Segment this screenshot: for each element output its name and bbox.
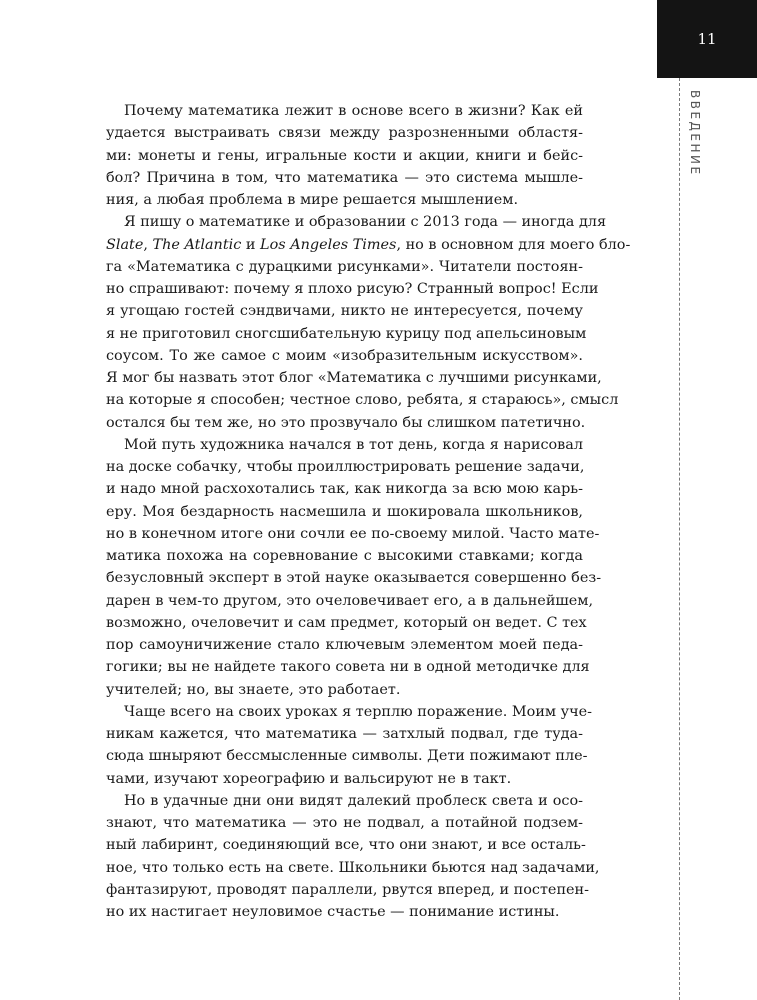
text-segment: ,: [143, 236, 153, 253]
text-line: ный лабиринт, соединяющий все, что они знают, и все осталь-: [106, 837, 586, 854]
text-line: га «Математика с дурацкими рисунками». Читатели постоян-: [106, 258, 583, 275]
publication-name: The Atlantic: [152, 236, 242, 253]
text-line: сюда шныряют бессмысленные символы. Дети пожимают пле-: [106, 748, 588, 765]
text-line: еру. Моя бездарность насмешила и шокировала школьников,: [106, 503, 583, 520]
text-line: но спрашивают: почему я плохо рисую? Странный вопрос! Если: [106, 281, 599, 297]
text-line: дарен в чем-то другом, это очеловечивает его, а в дальнейшем,: [106, 592, 594, 609]
text-line: возможно, очеловечит и сам предмет, который он ведет. С тех: [106, 614, 587, 631]
text-line: соусом. То же самое с моим «изобразительным искусством».: [106, 347, 583, 364]
text-line: я угощаю гостей сэндвичами, никто не интересуется, почему: [106, 303, 583, 320]
text-line: на доске собачку, чтобы проиллюстрировать решение задачи,: [106, 459, 585, 475]
text-line: учителей; но, вы знаете, это работает.: [106, 681, 401, 698]
running-section-label: ВВЕДЕНИЕ: [688, 90, 702, 177]
text-line: фантазируют, проводят параллели, рвутся вперед, и постепен-: [106, 881, 590, 898]
text-line: никам кажется, что математика — затхлый подвал, где туда-: [106, 726, 583, 742]
margin-dashed-rule: [679, 78, 680, 1000]
text-line: ния, а любая проблема в мире решается мышлением.: [106, 192, 519, 208]
text-segment: , но в основном для моего бло-: [396, 236, 631, 253]
text-line: остался бы тем же, но это прозвучало бы слишком патетично.: [106, 414, 586, 431]
page-number-tab: [657, 0, 757, 78]
text-line: гогики; вы не найдете такого совета ни в одной методичке для: [106, 659, 590, 676]
publication-name: Slate: [106, 236, 144, 253]
text-line: знают, что математика — это не подвал, а потайной подзем-: [106, 815, 583, 831]
page-number: 11: [697, 30, 717, 48]
text-line: удается выстраивать связи между разрозненными областя-: [106, 125, 583, 142]
text-line: Мой путь художника начался в тот день, когда я нарисовал: [124, 436, 583, 453]
text-line: чами, изучают хореографию и вальсируют не в такт.: [106, 770, 512, 787]
text-line: ное, что только есть на свете. Школьники бьются над задачами,: [106, 859, 600, 876]
text-line: Чаще всего на своих уроках я терплю поражение. Моим уче-: [124, 703, 593, 720]
text-line: пор самоуничижение стало ключевым элементом моей педа-: [106, 637, 583, 653]
text-line: ми: монеты и гены, игральные кости и акции, книги и бейс-: [106, 147, 583, 164]
text-line: но их настигает неуловимое счастье — понимание истины.: [106, 904, 560, 920]
text-line: безусловный эксперт в этой науке оказывается совершенно без-: [106, 570, 602, 587]
publication-name: Los Angeles Times: [260, 236, 397, 253]
text-line: [106, 234, 631, 256]
text-line: Почему математика лежит в основе всего в жизни? Как ей: [124, 103, 583, 119]
text-line: Я пишу о математике и образовании с 2013 года — иногда для: [124, 214, 607, 231]
text-line: я не приготовил сногсшибательную курицу под апельсиновым: [106, 325, 587, 342]
text-line: на которые я способен; честное слово, ребята, я стараюсь», смысл: [106, 392, 619, 409]
text-line: но в конечном итоге они сочли ее по-своему милой. Часто мате-: [106, 525, 600, 542]
text-line: бол? Причина в том, что математика — это система мышле-: [106, 169, 583, 186]
text-line: Но в удачные дни они видят далекий проблеск света и осо-: [124, 792, 583, 809]
text-line: матика похожа на соревнование с высокими ставками; когда: [106, 548, 583, 564]
text-line: Я мог бы назвать этот блог «Математика с лучшими рисунками,: [106, 370, 602, 386]
text-line: и надо мной расхохотались так, как никогда за всю мою карь-: [106, 481, 583, 498]
text-segment: и: [241, 236, 261, 253]
